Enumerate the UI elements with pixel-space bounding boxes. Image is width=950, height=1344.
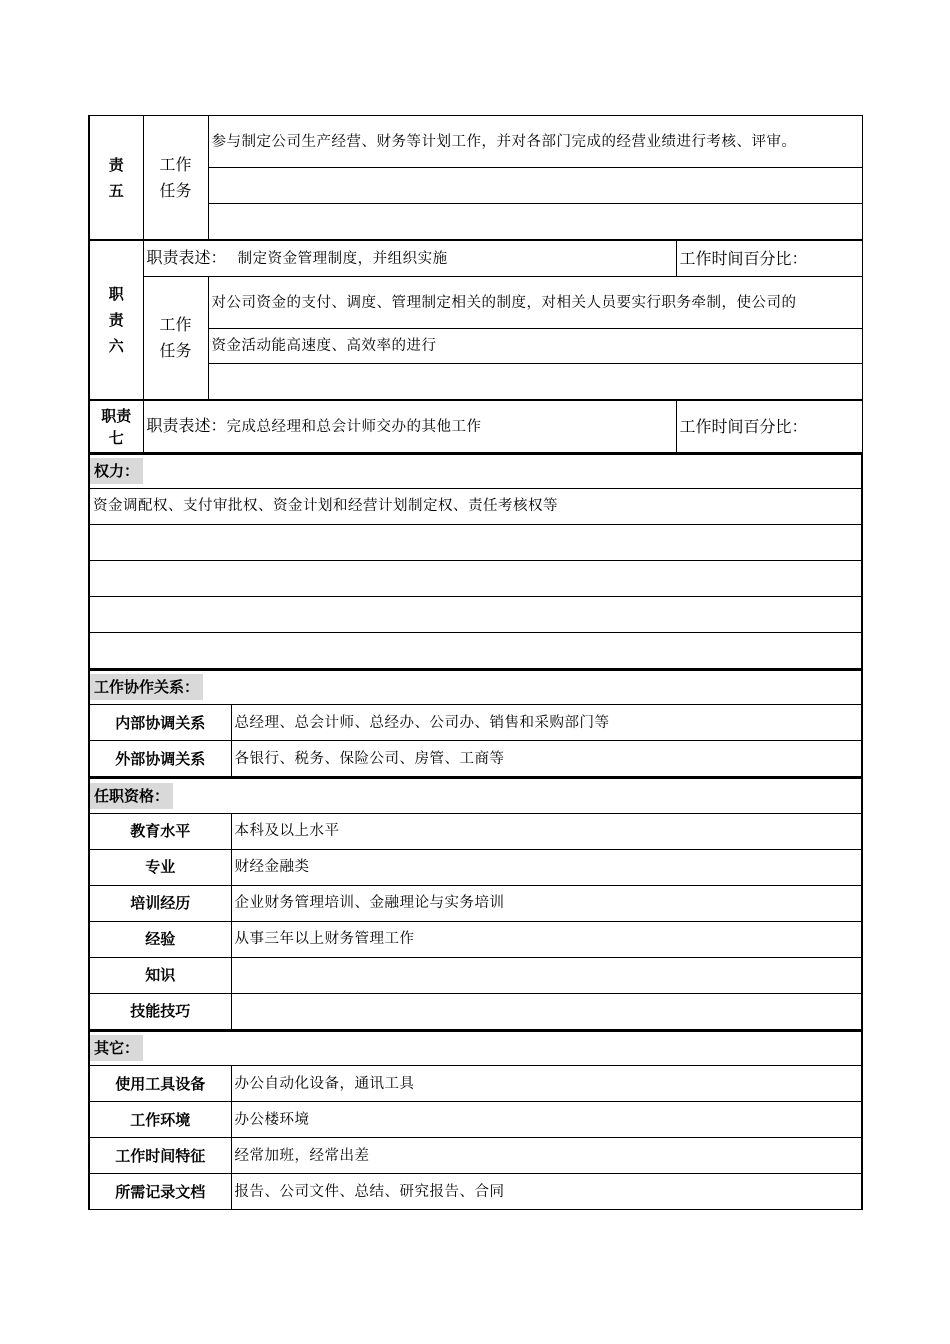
authority-title: 权力： xyxy=(89,454,862,488)
qualification-label-education: 教育水平 xyxy=(89,813,231,849)
duty-6-desc-label: 职责表述： xyxy=(146,248,227,267)
duty-7-desc-label: 职责表述： xyxy=(146,416,227,435)
other-label-tools: 使用工具设备 xyxy=(89,1066,231,1102)
other-label-environment: 工作环境 xyxy=(89,1102,231,1138)
authority-row-2 xyxy=(89,524,862,560)
other-value-tools: 办公自动化设备，通讯工具 xyxy=(231,1066,862,1102)
qualification-value-education: 本科及以上水平 xyxy=(231,813,862,849)
duty-5-table xyxy=(88,115,863,240)
duty-7-desc-text: 完成总经理和总会计师交办的其他工作 xyxy=(226,419,482,435)
job-description-sheet xyxy=(88,115,863,1210)
duty-6-task-3 xyxy=(208,364,863,400)
duty-5-label: 责 五 xyxy=(89,116,143,240)
duty-7-percent-label: 工作时间百分比： xyxy=(676,401,863,453)
duty-6-table xyxy=(88,240,863,400)
qualification-table xyxy=(88,777,863,1030)
duty-6-task-1: 对公司资金的支付、调度、管理制定相关的制度，对相关人员要实行职务牵制，使公司的 xyxy=(208,277,863,329)
authority-row-1: 资金调配权、支付审批权、资金计划和经营计划制定权、责任考核权等 xyxy=(89,488,862,524)
duty-7-label: 职责 七 xyxy=(89,401,143,453)
other-title: 其它： xyxy=(89,1031,862,1066)
duty-5-task-2 xyxy=(208,168,863,204)
authority-row-5 xyxy=(89,632,862,668)
other-table xyxy=(88,1030,863,1211)
authority-row-3 xyxy=(89,560,862,596)
cooperation-table xyxy=(88,669,863,778)
qualification-title: 任职资格： xyxy=(89,778,862,813)
duty-5-task-3 xyxy=(208,204,863,240)
duty-6-label: 职 责 六 xyxy=(89,241,143,400)
qualification-label-major: 专业 xyxy=(89,849,231,885)
authority-table xyxy=(88,453,863,669)
qualification-value-skills xyxy=(231,993,862,1029)
qualification-label-skills: 技能技巧 xyxy=(89,993,231,1029)
other-value-hours: 经常加班，经常出差 xyxy=(231,1138,862,1174)
qualification-value-experience: 从事三年以上财务管理工作 xyxy=(231,921,862,957)
duty-7-description xyxy=(143,401,676,453)
other-label-hours: 工作时间特征 xyxy=(89,1138,231,1174)
qualification-label-experience: 经验 xyxy=(89,921,231,957)
cooperation-value-external: 各银行、税务、保险公司、房管、工商等 xyxy=(231,741,862,777)
cooperation-label-internal: 内部协调关系 xyxy=(89,705,231,741)
cooperation-title: 工作协作关系： xyxy=(89,670,862,705)
qualification-label-training: 培训经历 xyxy=(89,885,231,921)
duty-5-task-1: 参与制定公司生产经营、财务等计划工作，并对各部门完成的经营业绩进行考核、评审。 xyxy=(208,116,863,168)
cooperation-value-internal: 总经理、总会计师、总经办、公司办、销售和采购部门等 xyxy=(231,705,862,741)
qualification-label-knowledge: 知识 xyxy=(89,957,231,993)
duty-6-task-2: 资金活动能高速度、高效率的进行 xyxy=(208,329,863,364)
duty-5-task-label: 工作 任务 xyxy=(143,116,208,240)
cooperation-label-external: 外部协调关系 xyxy=(89,741,231,777)
duty-7-table xyxy=(88,400,863,453)
qualification-value-knowledge xyxy=(231,957,862,993)
qualification-value-major: 财经金融类 xyxy=(231,849,862,885)
duty-6-task-label: 工作 任务 xyxy=(143,277,208,400)
other-value-documents: 报告、公司文件、总结、研究报告、合同 xyxy=(231,1174,862,1210)
duty-6-description xyxy=(143,241,676,277)
qualification-value-training: 企业财务管理培训、金融理论与实务培训 xyxy=(231,885,862,921)
other-value-environment: 办公楼环境 xyxy=(231,1102,862,1138)
authority-row-4 xyxy=(89,596,862,632)
duty-6-desc-text: 制定资金管理制度，并组织实施 xyxy=(237,251,448,267)
other-label-documents: 所需记录文档 xyxy=(89,1174,231,1210)
duty-6-percent-label: 工作时间百分比： xyxy=(676,241,862,277)
